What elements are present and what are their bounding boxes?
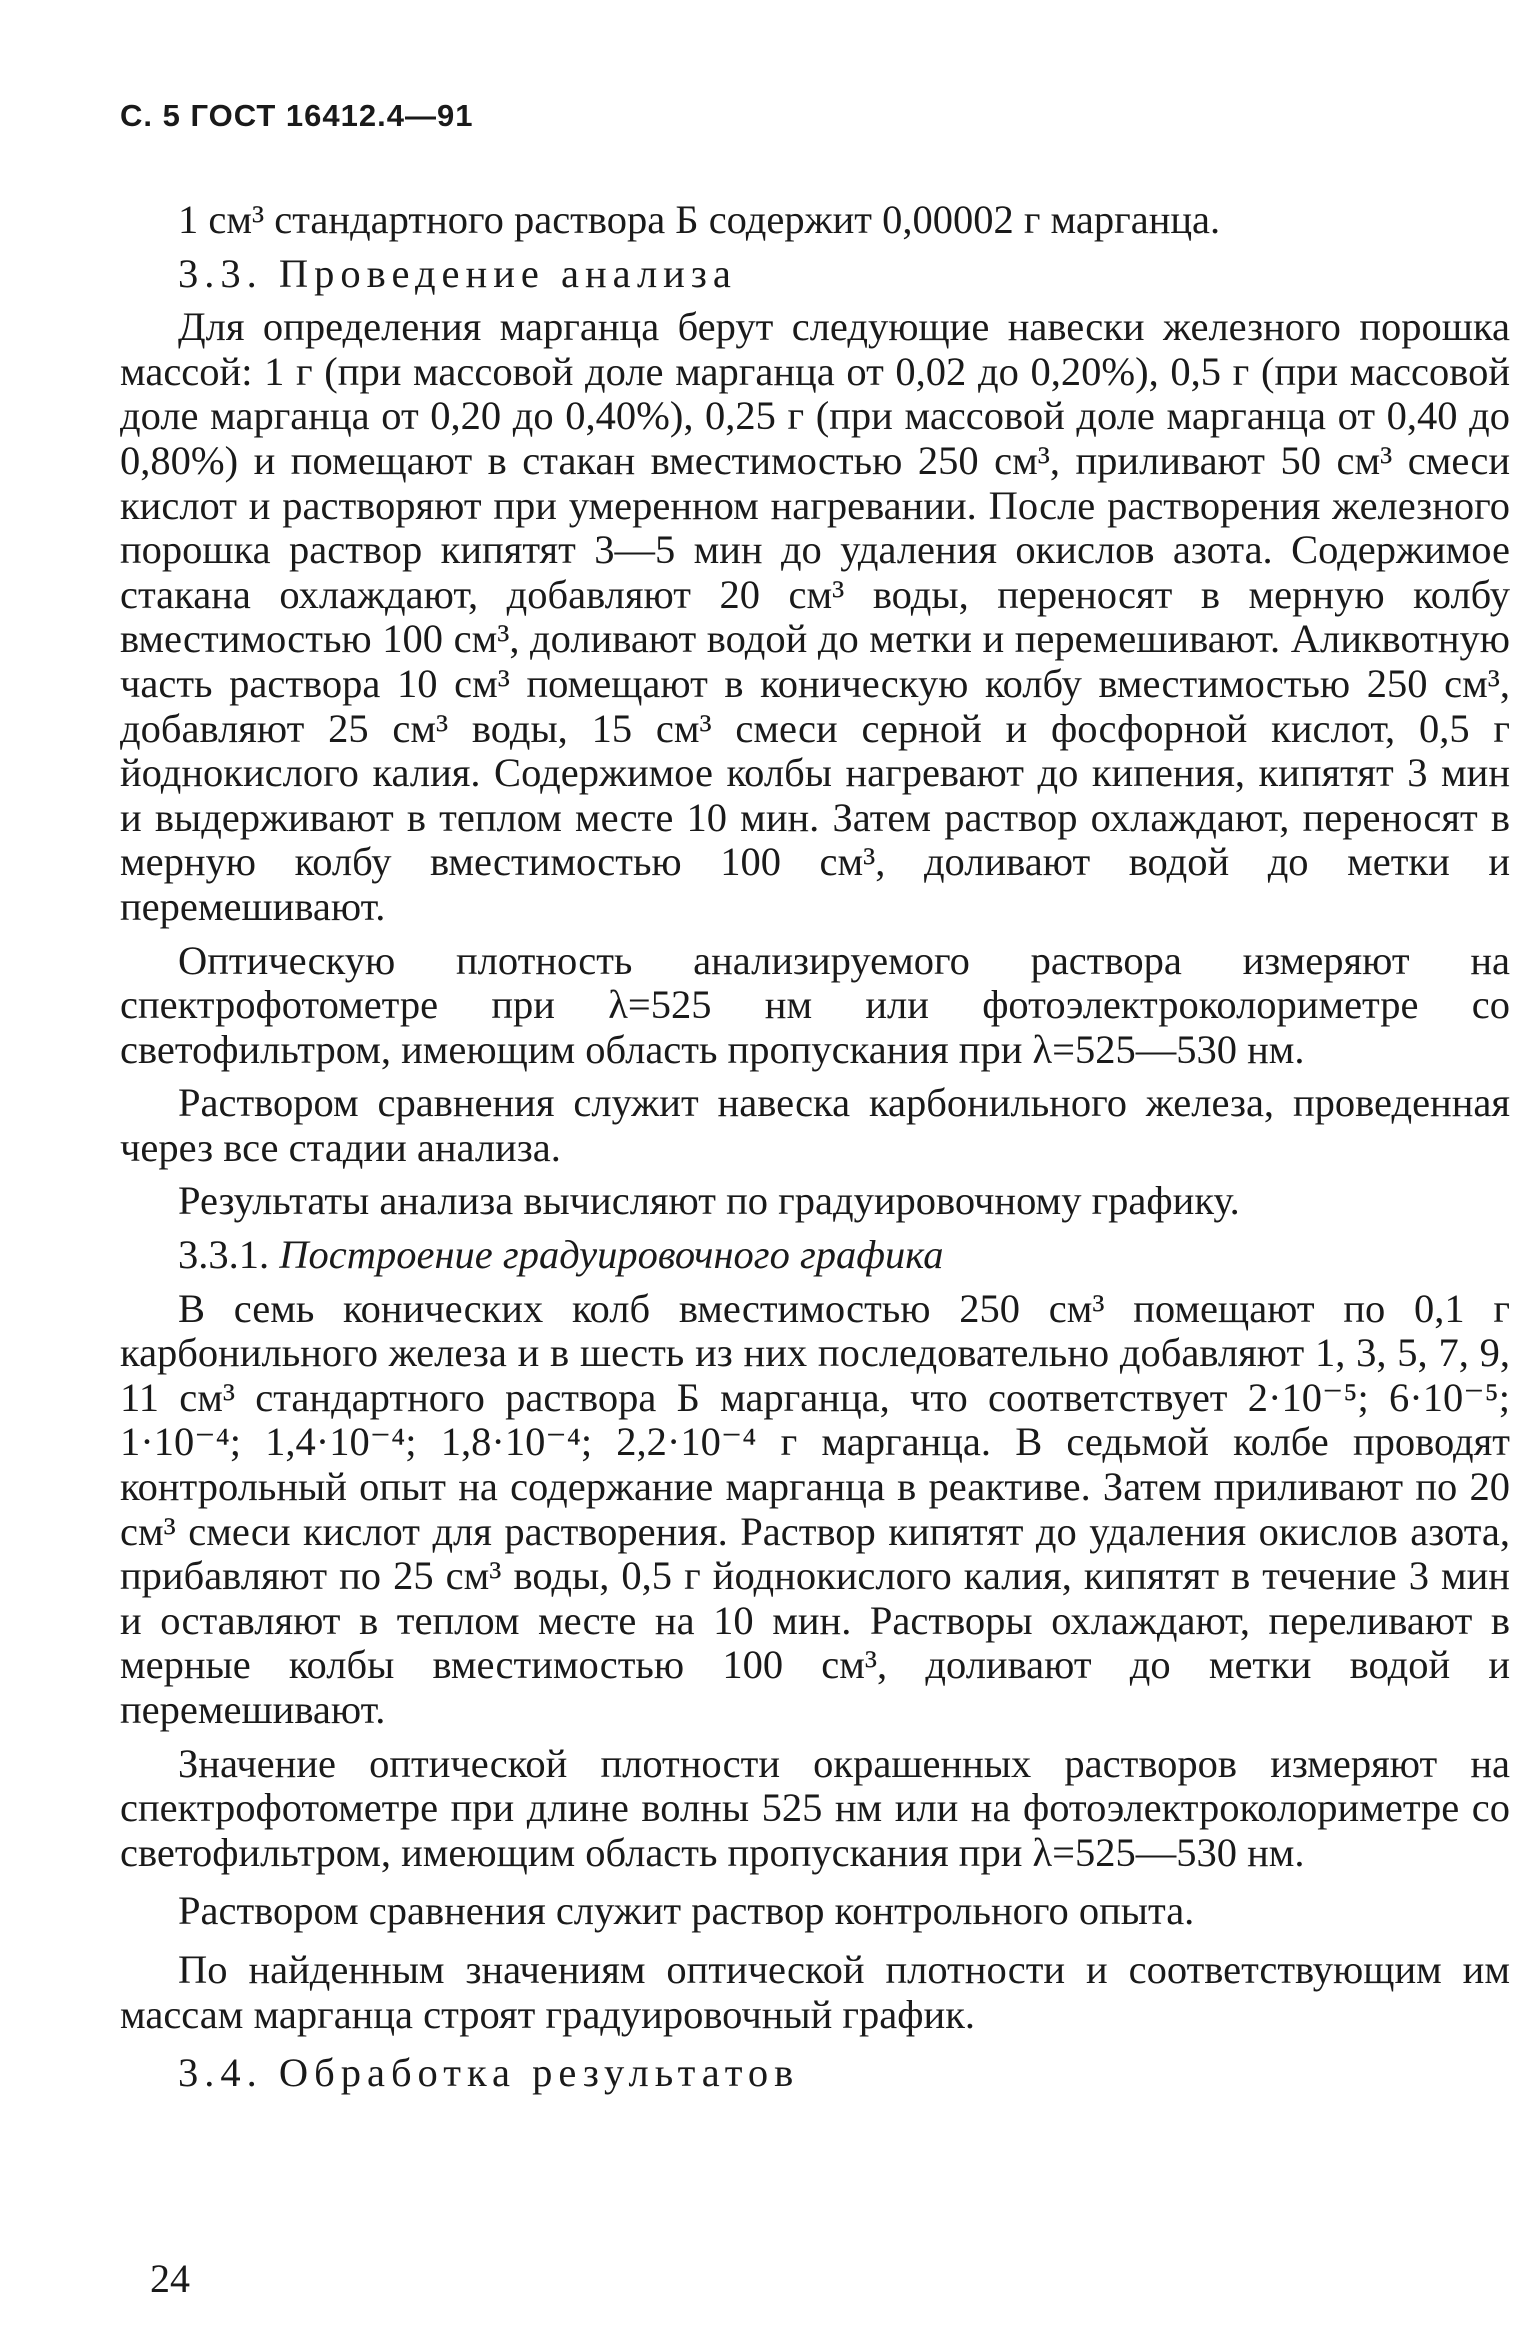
section-heading-3-3-1 <box>120 1233 1510 1278</box>
paragraph-control-reference: Раствором сравнения служит раствор контрольного опыта. <box>178 1888 1195 1934</box>
paragraph-optical-density: Оптическую плотность анализируемого раствора измеряют на спектрофотометре при λ=525 нм или фотоэлектроколориметре со светофильтром, имеющим область пропускания при λ=525—530 нм. <box>120 937 1510 1072</box>
paragraph-standard-solution: 1 см³ стандартного раствора Б содержит 0,00002 г марганца. <box>178 197 1221 242</box>
paragraph-density-measurement: Значение оптической плотности окрашенных растворов измеряют на спектрофотометре при длине волны 525 нм или на фотоэлектроколориметре со светофильтром, имеющим область пропускания при λ=525—530 нм. <box>120 1740 1510 1875</box>
paragraph-analysis-procedure: Для определения марганца берут следующие навески железного порошка массой: 1 г (при массовой доле марганца от 0,02 до 0,20%), 0,5 г (при массовой доле марганца от 0,20 до 0,40%), 0,25 г (при массовой доле марганца от 0,40 до 0,80%) и помещают в стакан вместимостью 250 см³, приливают 50 см³ смеси кислот и растворяют при умеренном нагревании. После растворения железного порошка раствор кипятят 3—5 мин до удаления окислов азота. Содержимое стакана охлаждают, добавляют 20 см³ воды, переносят в мерную колбу вместимостью 100 см³, доливают водой до метки и перемешивают. Аликвотную часть раствора 10 см³ помещают в коническую колбу вместимостью 250 см³, добавляют 25 см³ воды, 15 см³ смеси серной и фосфорной кислот, 0,5 г йоднокислого калия. Содержимое колбы нагревают до кипения, кипятят 3 мин и выдерживают в теплом месте 10 мин. Затем раствор охлаждают, переносят в мерную колбу вместимостью 100 см³, доливают водой до метки и перемешивают. <box>120 304 1510 929</box>
page-header: С. 5 ГОСТ 16412.4—91 <box>120 98 474 133</box>
page-content <box>120 198 1510 2096</box>
section-number-3-3-1: 3.3.1. <box>178 1232 270 1278</box>
page-number: 24 <box>150 2256 190 2301</box>
paragraph-calibration-procedure: В семь конических колб вместимостью 250 см³ помещают по 0,1 г карбонильного железа и в шесть из них последовательно добавляют 1, 3, 5, 7, 9, 11 см³ стандартного раствора Б марганца, что соответствует 2·10⁻⁵; 6·10⁻⁵; 1·10⁻⁴; 1,4·10⁻⁴; 1,8·10⁻⁴; 2,2·10⁻⁴ г марганца. В седьмой колбе проводят контрольный опыт на содержание марганца в реактиве. Затем приливают по 20 см³ смеси кислот для растворения. Раствор кипятят до удаления окислов азота, прибавляют по 25 см³ воды, 0,5 г йоднокислого калия, кипятят в течение 3 мин и оставляют в теплом месте на 10 мин. Растворы охлаждают, переливают в мерные колбы вместимостью 100 см³, доливают до метки водой и перемешивают. <box>120 1285 1510 1732</box>
paragraph-calibration-graph: По найденным значениям оптической плотности и соответствующим им массам марганца строят градуировочный график. <box>120 1946 1510 2037</box>
section-heading-3-4: 3.4. Обработка результатов <box>178 2050 800 2096</box>
paragraph-reference-solution: Раствором сравнения служит навеска карбонильного железа, проведенная через все стадии анализа. <box>120 1080 1510 1170</box>
section-heading-3-3: 3.3. Проведение анализа <box>178 250 737 296</box>
section-title-3-3-1: Построение градуировочного графика <box>279 1232 944 1278</box>
paragraph-results-calculation: Результаты анализа вычисляют по градуировочному графику. <box>178 1178 1240 1224</box>
